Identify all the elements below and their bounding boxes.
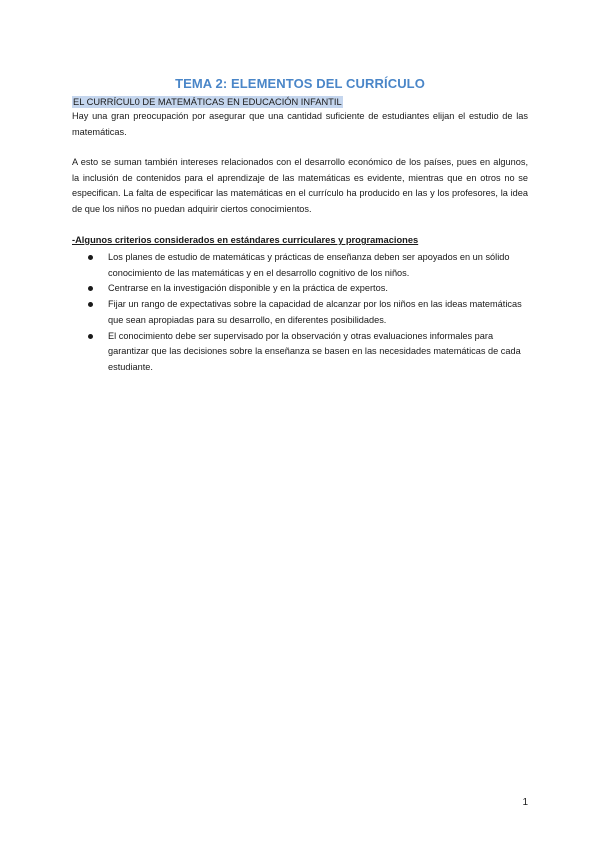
bullet-icon — [88, 334, 93, 339]
list-item — [72, 250, 528, 281]
bullet-icon — [88, 255, 93, 260]
page-number: 1 — [522, 797, 528, 808]
list-item-text: El conocimiento debe ser supervisado por la observación y otras evaluaciones informales para garantizar que las decisiones sobre la enseñanza se basen en las necesidades matemáticas de cada estudiante. — [108, 330, 521, 372]
document-subtitle: EL CURRÍCUL0 DE MATEMÁTICAS EN EDUCACIÓN INFANTIL — [73, 97, 342, 107]
bullet-icon — [88, 302, 93, 307]
criteria-list — [72, 250, 528, 376]
section-heading: -Algunos criterios considerados en estándares curriculares y programaciones — [72, 235, 419, 245]
list-item — [72, 281, 528, 297]
paragraph-context: A esto se suman también intereses relacionados con el desarrollo económico de los países, pues en algunos, la inclusión de contenidos para el aprendizaje de las matemáticas es evidente, mientras que en otros no se especifican. La falta de especificar las matemáticas en el currículo ha producido en las y los profesores, la idea de que los niños no puedan adquirir ciertos conocimientos. — [72, 157, 528, 215]
bullet-icon — [88, 286, 93, 291]
list-item — [72, 297, 528, 328]
list-item — [72, 329, 528, 376]
list-item-text: Centrarse en la investigación disponible y en la práctica de expertos. — [108, 283, 388, 294]
paragraph-intro: Hay una gran preocupación por asegurar que una cantidad suficiente de estudiantes elijan el estudio de las matemáticas. — [72, 111, 528, 137]
list-item-text: Los planes de estudio de matemáticas y prácticas de enseñanza deben ser apoyados en un sólido conocimiento de las matemáticas y en el desarrollo cognitivo de los niños. — [108, 252, 510, 278]
document-title: TEMA 2: ELEMENTOS DEL CURRÍCULO — [175, 76, 425, 91]
list-item-text: Fijar un rango de expectativas sobre la capacidad de alcanzar por los niños en las ideas matemáticas que sean apropiadas para su desarrollo, en diferentes posibilidades. — [108, 299, 522, 325]
